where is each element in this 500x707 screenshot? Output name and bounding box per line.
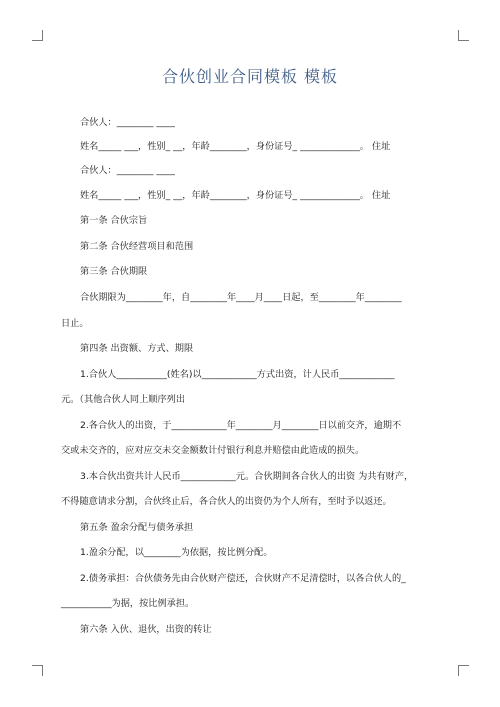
partner-line-2: 合伙人：________ ____ (80, 165, 175, 176)
document-title: 合伙创业合同模板 模板 (161, 67, 339, 86)
partner-details-1: 姓名_____ ___，性别_ __，年龄________，身份证号_ _____________。 住址 (80, 141, 391, 152)
contribution-clause-2: 2.各合伙人的出资，于____________年________月________日以前交齐，逾期不 (80, 420, 402, 431)
contribution-clause-3: 3.本合伙出资共计人民币____________元。合伙期间各合伙人的出资 为共有财产， (80, 471, 414, 482)
crop-mark-top-left (32, 30, 43, 41)
article-4-heading: 第四条 出资额、方式、期限 (80, 343, 194, 354)
contribution-clause-3-cont: 不得随意请求分割，合伙终止后，各合伙人的出资仍为个人所有，至时予以返还。 (61, 496, 392, 507)
term-paragraph-cont: 日止。 (61, 318, 89, 329)
article-2-heading: 第二条 合伙经营项目和范围 (80, 241, 194, 252)
crop-mark-bottom-left (32, 665, 43, 676)
article-5-heading: 第五条 盈余分配与债务承担 (80, 522, 194, 533)
term-paragraph: 合伙期限为________年，自________年____月____日起，至________年________ (80, 292, 402, 303)
contribution-clause-1: 1.合伙人___________(姓名)以____________方式出资，计人民币____________ (80, 369, 395, 380)
article-1-heading: 第一条 合伙宗旨 (80, 215, 148, 226)
debt-clause-cont: ___________为据，按比例承担。 (61, 598, 195, 609)
contribution-clause-2-cont: 交或未交齐的，应对应交未交金额数计付银行利息并赔偿由此造成的损失。 (61, 445, 365, 456)
crop-mark-top-right (458, 30, 469, 41)
profit-clause: 1.盈余分配，以________为依据，按比例分配。 (80, 547, 273, 558)
partner-details-2: 姓名_____ ___，性别_ __，年龄________，身份证号_ _____________。 住址 (80, 190, 391, 201)
partner-line-1: 合伙人：________ ____ (80, 117, 175, 128)
contribution-clause-1-cont: 元。（其他合伙人同上顺序列出 (61, 394, 186, 405)
article-6-heading: 第六条 入伙、退伙，出资的转让 (80, 624, 212, 635)
article-3-heading: 第三条 合伙期限 (80, 266, 148, 277)
debt-clause: 2.债务承担：合伙债务先由合伙财产偿还，合伙财产不足清偿时，以各合伙人的_ (80, 573, 406, 584)
crop-mark-bottom-right (458, 665, 469, 676)
